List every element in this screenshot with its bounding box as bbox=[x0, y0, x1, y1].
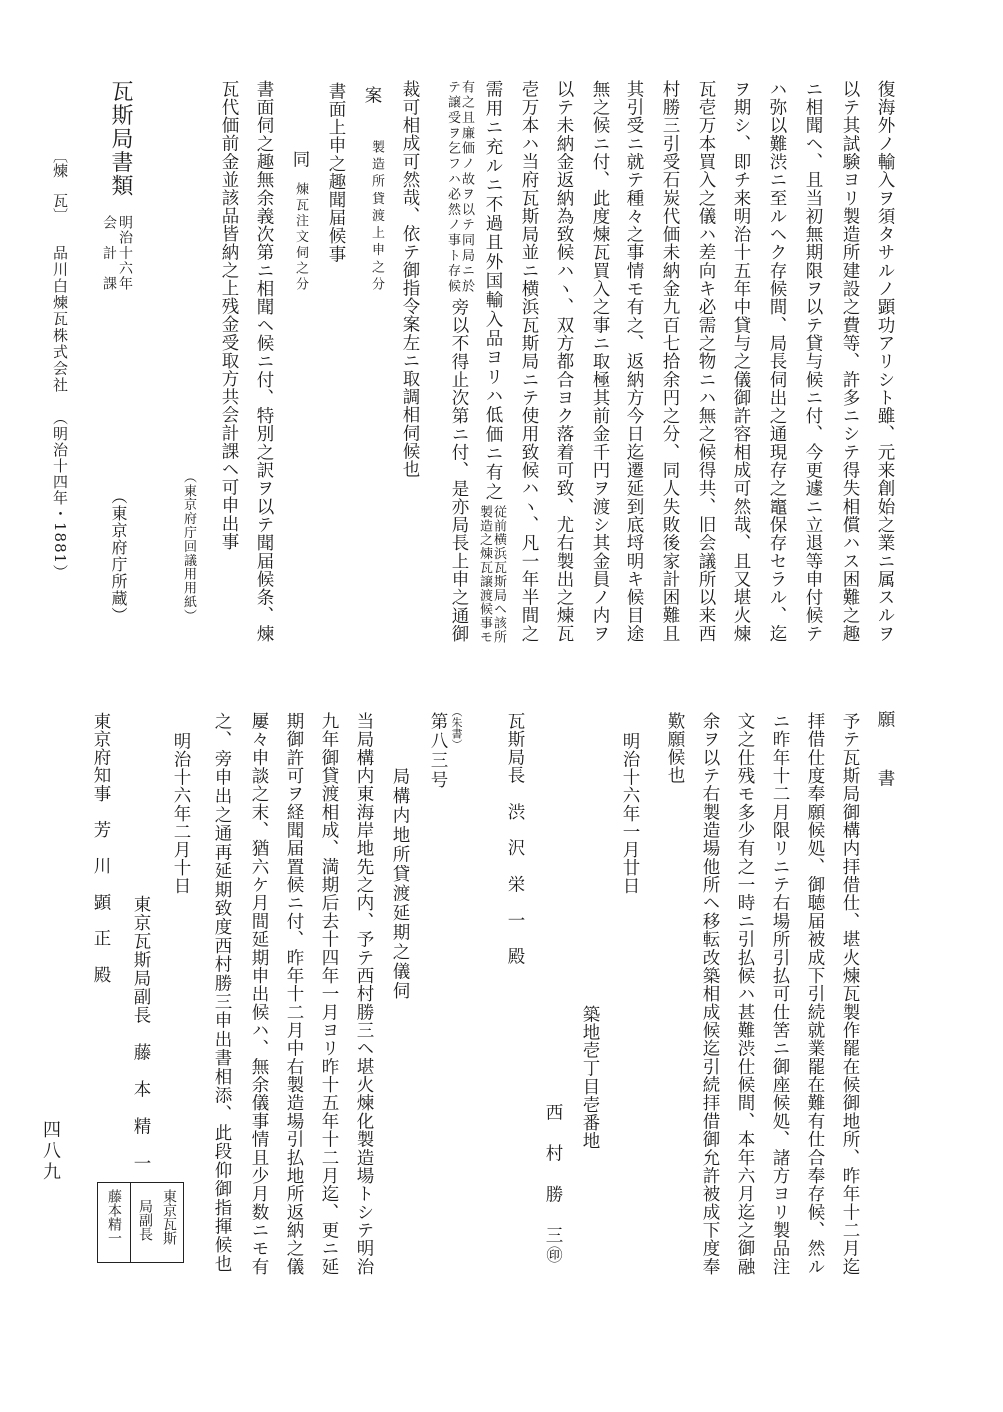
body-line: 村勝三引受石炭代価未納金九百七拾余円之分、同人失敗後家計困難且 bbox=[660, 80, 680, 642]
draft-reply: 書面上申之趣聞届候事 bbox=[326, 82, 346, 263]
body-line: 瓦壱万本買入之儀ハ差向キ必需之物ニハ無之候得共、旧会議所以来西 bbox=[696, 80, 716, 642]
paper-note: （東京府庁回議用用紙） bbox=[181, 470, 196, 622]
inquiry-line: 九年御貸渡相成、満期后去十四年一月ヨリ昨十五年十二月迄、更ニ延 bbox=[319, 712, 339, 1275]
petition-address: 築地壱丁目壱番地 bbox=[580, 1005, 600, 1150]
body-line: ハ弥以難渋ニ至ルヘク存候間、局長伺出之通現存之竈保存セラル、迄 bbox=[767, 80, 787, 642]
stamp-name: 藤本精一 bbox=[106, 1189, 122, 1245]
draft-reply-2-line: 書面伺之趣無余義次第ニ相聞ヘ候ニ付、特別之訳ヲ以テ聞届候条、煉 bbox=[254, 80, 274, 642]
body-line: ヲ期シ、即チ来明治十五年中貸与之儀御許容相成可然哉、且又堪火煉 bbox=[731, 80, 751, 642]
body-line: 無之候ニ付、此度煉瓦買入之事ニ取極其前金千円ヲ渡シ其金員ノ内ヲ bbox=[590, 80, 610, 642]
petition-line: 歎願候也 bbox=[665, 712, 685, 785]
body-line: 壱万本ハ当府瓦斯局並ニ横浜瓦斯局ニテ使用致候ハヽ、凡一年半間之 bbox=[519, 80, 539, 642]
file-holder: （東京府庁所蔵） bbox=[109, 488, 128, 623]
body-line: 裁可相成可然哉、依テ御指令案左ニ取調相伺候也 bbox=[400, 80, 420, 479]
inquiry-line: 屢々申談之末、猶六ケ月間延期申出候ハ、無余儀事情且少月数ニモ有 bbox=[249, 712, 269, 1275]
inquiry-line: 期御許可ヲ経聞届置候ニ付、昨年十二月中右製造場引払地所返納之儀 bbox=[284, 712, 304, 1275]
file-title: 瓦斯局書類 bbox=[108, 80, 133, 196]
petition-date: 明治十六年一月廿日 bbox=[620, 732, 640, 895]
petition-line: 予テ瓦斯局御構内拝借仕、堪火煉瓦製作罷在候御地所、昨年十二月迄 bbox=[840, 712, 860, 1275]
page-number: 四八九 bbox=[40, 1120, 61, 1183]
petition-line: 拝借仕度奉願候処、御聴届被成下引続就業罷在難有仕合奉存候、然ル bbox=[805, 712, 825, 1275]
interlinear-note bbox=[477, 505, 505, 643]
file-subtitle bbox=[101, 215, 133, 290]
document-number: 第八三号 bbox=[428, 712, 448, 790]
draft-reply-2-line: 瓦代価前金並該品皆納之上残金受取方共会計課ヘ可申出事 bbox=[219, 80, 239, 551]
inquiry-date: 明治十六年二月十日 bbox=[171, 732, 191, 895]
draft-label-sub: 製造所貸渡上申之分 bbox=[369, 140, 384, 290]
inquiry-addressee: 東京府知事 芳 川 顕 正 殿 bbox=[91, 712, 111, 984]
note-line: テ譲受ヲ乞フハ必然ノ事ト存候 bbox=[445, 80, 460, 292]
interlinear-note bbox=[445, 80, 473, 292]
body-line: 以テ其試験ヨリ製造所建設之費等、許多ニシテ得失相償ハス困難之趣 bbox=[840, 80, 860, 642]
body-line: 其引受ニ就テ種々之事情モ有之、返納方今日迄遷延到底埒明キ候目途 bbox=[624, 80, 644, 642]
category-label: 〔煉 瓦〕 bbox=[51, 148, 69, 223]
petition-title: 願 書 bbox=[875, 710, 895, 799]
stamp-office: 東京瓦斯 bbox=[161, 1189, 177, 1245]
petition-line: ニ昨年十二月限リニテ右場所引払可仕筈ニ御座候処、諸方ヨリ製品注 bbox=[770, 712, 790, 1275]
stamp-title: 局副長 bbox=[137, 1199, 153, 1241]
inquiry-sender: 東京瓦斯局副長 藤 本 精 一 bbox=[131, 895, 151, 1173]
inquiry-line: 之、旁申出之通再延期致度西村勝三申出書相添、此段仰御指揮候也 bbox=[212, 712, 232, 1272]
note-line: 従前横浜瓦斯局ヘ該所 bbox=[491, 505, 506, 643]
inquiry-title: 局構内地所貸渡延期之儀伺 bbox=[390, 767, 410, 1001]
note-line: 有之且廉価ノ故ヲ以テ同局ニ於 bbox=[459, 80, 474, 292]
inquiry-line: 当局構内東海岸地先之内、予テ西村勝三ヘ堪火煉化製造場トシテ明治 bbox=[354, 712, 374, 1275]
petition-line: 文之仕残モ多少有之一時ニ引払候ハ甚難渋仕候間、本年六月迄之御融 bbox=[735, 712, 755, 1275]
file-year: 明治十六年 bbox=[117, 215, 133, 290]
petition-line: 余ヲ以テ右製造場他所ヘ移転改築相成候迄引続拝借御允許被成下度奉 bbox=[700, 712, 720, 1275]
category-era: （明治十四年・1881） bbox=[51, 410, 69, 581]
draft-label-2-sub: 煉瓦注文伺之分 bbox=[293, 182, 308, 290]
body-line: 以テ未納金返納為致候ハヽ、双方都合ヨク落着可致、尤右製出之煉瓦 bbox=[554, 80, 574, 642]
body-line: 復海外ノ輸入ヲ須タサルノ顕功アリシト雖、元来創始之業ニ属スルヲ bbox=[875, 80, 895, 642]
body-line: 旁以不得止次第ニ付、是亦局長上申之通御 bbox=[449, 298, 469, 642]
red-ink-note: （朱書） bbox=[450, 706, 463, 750]
draft-label: 案 bbox=[362, 86, 382, 105]
petition-addressee: 瓦斯局長 渋 沢 栄 一 殿 bbox=[505, 712, 525, 966]
draft-label-2: 同 bbox=[290, 150, 310, 169]
seal-mark: ㊞ bbox=[544, 1246, 563, 1263]
petition-signature bbox=[540, 1103, 566, 1263]
official-stamp bbox=[97, 1182, 184, 1263]
body-line: ニ相聞ヘ、且当初無期限ヲ以テ貸与候ニ付、今更遽ニ立退等申付候テ bbox=[803, 80, 823, 642]
category-company: 品川白煉瓦株式会社 bbox=[51, 245, 69, 394]
note-line: 製造之煉瓦譲渡候事モ bbox=[477, 505, 492, 643]
signer-name: 西 村 勝 三 bbox=[543, 1103, 563, 1247]
file-section: 会 計 課 bbox=[101, 215, 117, 290]
body-line: 需用ニ充ルニ不過且外国輸入品ヨリハ低価ニ有之 bbox=[483, 80, 503, 500]
